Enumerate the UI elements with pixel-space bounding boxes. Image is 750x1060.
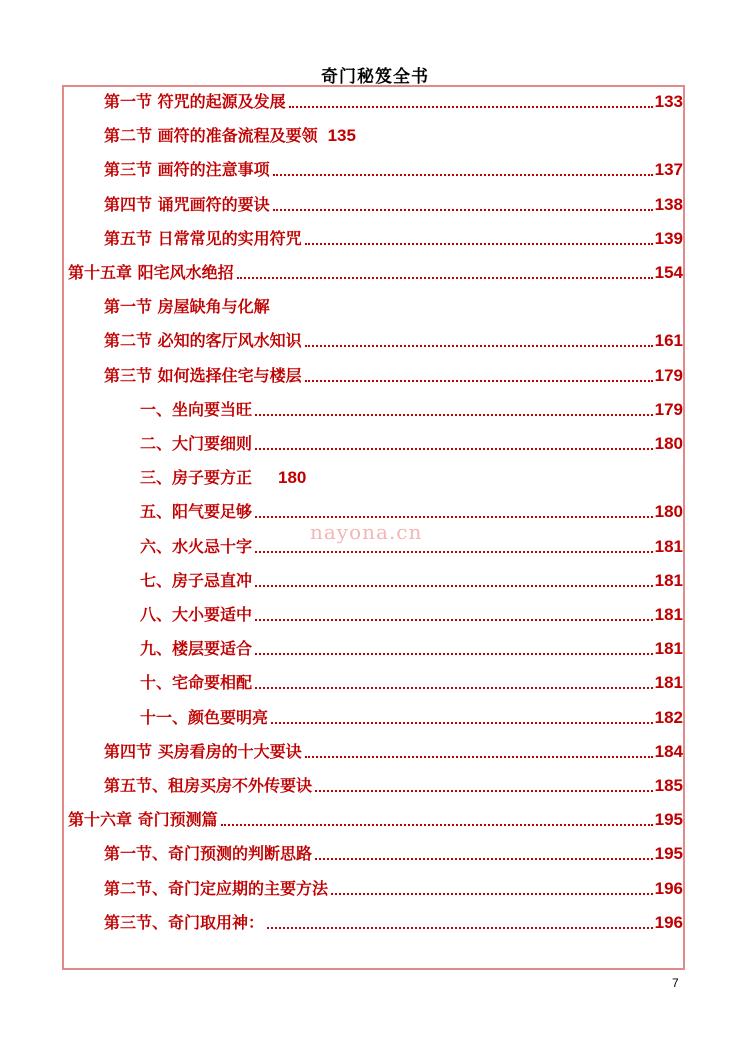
- toc-entry-label: 十一、颜色要明亮: [140, 707, 269, 727]
- toc-entry-label: 一、坐向要当旺: [140, 399, 253, 419]
- toc-entry-page: 181: [654, 570, 683, 590]
- toc-dot-leader: [267, 927, 653, 929]
- toc-entry-page: 180: [654, 434, 683, 453]
- toc-entry-page: 180: [654, 502, 683, 522]
- toc-entry[interactable]: [104, 229, 683, 249]
- toc-entry[interactable]: [140, 571, 683, 591]
- toc-entry[interactable]: [104, 160, 683, 180]
- toc-entry-page: 185: [654, 776, 683, 795]
- toc-dot-leader: [271, 722, 653, 724]
- toc-entry[interactable]: [104, 195, 683, 215]
- page-title: 奇门秘笈全书: [321, 67, 429, 87]
- toc-entry[interactable]: [140, 639, 683, 659]
- toc-entry-label: 六、水火忌十字: [140, 536, 253, 556]
- toc-entry-label: 七、房子忌直冲: [140, 570, 253, 590]
- toc-entry-page: 137: [654, 160, 683, 180]
- toc-entry-page: 135: [327, 126, 356, 146]
- toc-entry-label: 二、大门要细则: [140, 434, 253, 453]
- toc-entry[interactable]: [104, 879, 683, 899]
- toc-dot-leader: [255, 619, 653, 621]
- toc-entry[interactable]: [104, 331, 683, 351]
- toc-entry[interactable]: [140, 605, 683, 625]
- toc-entry-page: 180: [278, 468, 307, 488]
- toc-entry[interactable]: [140, 434, 683, 454]
- toc-entry[interactable]: [104, 366, 683, 386]
- toc-dot-leader: [315, 790, 653, 792]
- toc-entry-page: 195: [654, 810, 683, 830]
- toc-entry-page: 138: [654, 194, 683, 214]
- toc-entry[interactable]: [68, 810, 683, 830]
- toc-entry-page: 181: [654, 536, 683, 556]
- toc-entry-page: 181: [654, 639, 683, 659]
- toc-dot-leader: [255, 414, 653, 416]
- toc-dot-leader: [237, 277, 653, 279]
- toc-entry-page: 195: [654, 844, 683, 864]
- toc-entry-label: 五、阳气要足够: [140, 502, 253, 522]
- toc-dot-leader: [255, 551, 653, 553]
- toc-dot-leader: [331, 893, 653, 895]
- toc-entry-label: 第三节 如何选择住宅与楼层: [104, 365, 302, 385]
- toc-entry[interactable]: [104, 913, 683, 933]
- toc-entry-label: 八、大小要适中: [140, 605, 253, 624]
- toc-dot-leader: [273, 209, 653, 211]
- toc-entry[interactable]: [140, 708, 683, 728]
- toc-entry-label: 三、房子要方正: [140, 468, 253, 488]
- toc-entry-page: 184: [654, 741, 683, 761]
- toc-dot-leader: [255, 448, 653, 450]
- toc-dot-leader: [305, 345, 653, 347]
- toc-dot-leader: [273, 174, 653, 176]
- toc-dot-leader: [221, 824, 653, 826]
- toc-entry-page: 161: [654, 331, 683, 351]
- toc-dot-leader: [255, 585, 653, 587]
- toc-entry[interactable]: [140, 400, 683, 420]
- page-number: 7: [672, 976, 679, 990]
- toc-entry-label: 第十五章 阳宅风水绝招: [68, 263, 234, 282]
- toc-entry-label: 第一节 符咒的起源及发展: [104, 92, 286, 111]
- toc-entry-label: 第一节、奇门预测的判断思路: [104, 844, 313, 864]
- toc-entry-label: 第十六章 奇门预测篇: [68, 810, 218, 830]
- toc-entry-label: 第一节 房屋缺角与化解: [104, 297, 270, 317]
- toc-entry-page: 196: [654, 878, 683, 898]
- toc-entry-page: 133: [654, 92, 683, 111]
- toc-entry-label: 第五节、租房买房不外传要诀: [104, 776, 313, 795]
- toc-entry-label: 第四节 买房看房的十大要诀: [104, 741, 302, 761]
- toc-entry[interactable]: [104, 844, 683, 864]
- toc-dot-leader: [255, 516, 653, 518]
- toc-entry-page: 179: [654, 365, 683, 385]
- toc-entry-label: 第二节 画符的准备流程及要领: [104, 126, 318, 146]
- watermark: nayona.cn: [310, 520, 423, 544]
- toc-entry-page: 179: [654, 399, 683, 419]
- toc-dot-leader: [255, 653, 653, 655]
- toc-entry[interactable]: [140, 673, 683, 693]
- toc-dot-leader: [289, 106, 653, 108]
- toc-entry-label: 十、宅命要相配: [140, 673, 253, 693]
- toc-entry-label: 第三节、奇门取用神：: [104, 912, 265, 932]
- toc-entry-label: 第二节、奇门定应期的主要方法: [104, 878, 329, 898]
- toc-entry-label: 第三节 画符的注意事项: [104, 160, 270, 180]
- toc-entry-label: 第五节 日常常见的实用符咒: [104, 228, 302, 248]
- toc-entry-label: 第四节 诵咒画符的要诀: [104, 194, 270, 214]
- toc-entry-page: 196: [654, 912, 683, 932]
- toc-dot-leader: [305, 756, 653, 758]
- toc-entry[interactable]: [104, 92, 683, 112]
- toc-dot-leader: [255, 687, 653, 689]
- toc-dot-leader: [315, 858, 653, 860]
- toc-entry-label: 第二节 必知的客厅风水知识: [104, 331, 302, 351]
- toc-dot-leader: [305, 380, 653, 382]
- toc-dot-leader: [305, 243, 653, 245]
- toc-entry[interactable]: [140, 468, 306, 488]
- toc-entry-page: 181: [654, 673, 683, 693]
- toc-entry-page: 139: [654, 228, 683, 248]
- toc-entry[interactable]: [104, 126, 356, 146]
- toc-entry-label: 九、楼层要适合: [140, 639, 253, 659]
- toc-entry[interactable]: [104, 776, 683, 796]
- toc-entry-page: 154: [654, 263, 683, 282]
- toc-entry[interactable]: [104, 297, 270, 317]
- toc-entry[interactable]: [68, 263, 683, 283]
- toc-entry[interactable]: [104, 742, 683, 762]
- toc-entry-page: 181: [654, 605, 683, 624]
- toc-entry-page: 182: [654, 707, 683, 727]
